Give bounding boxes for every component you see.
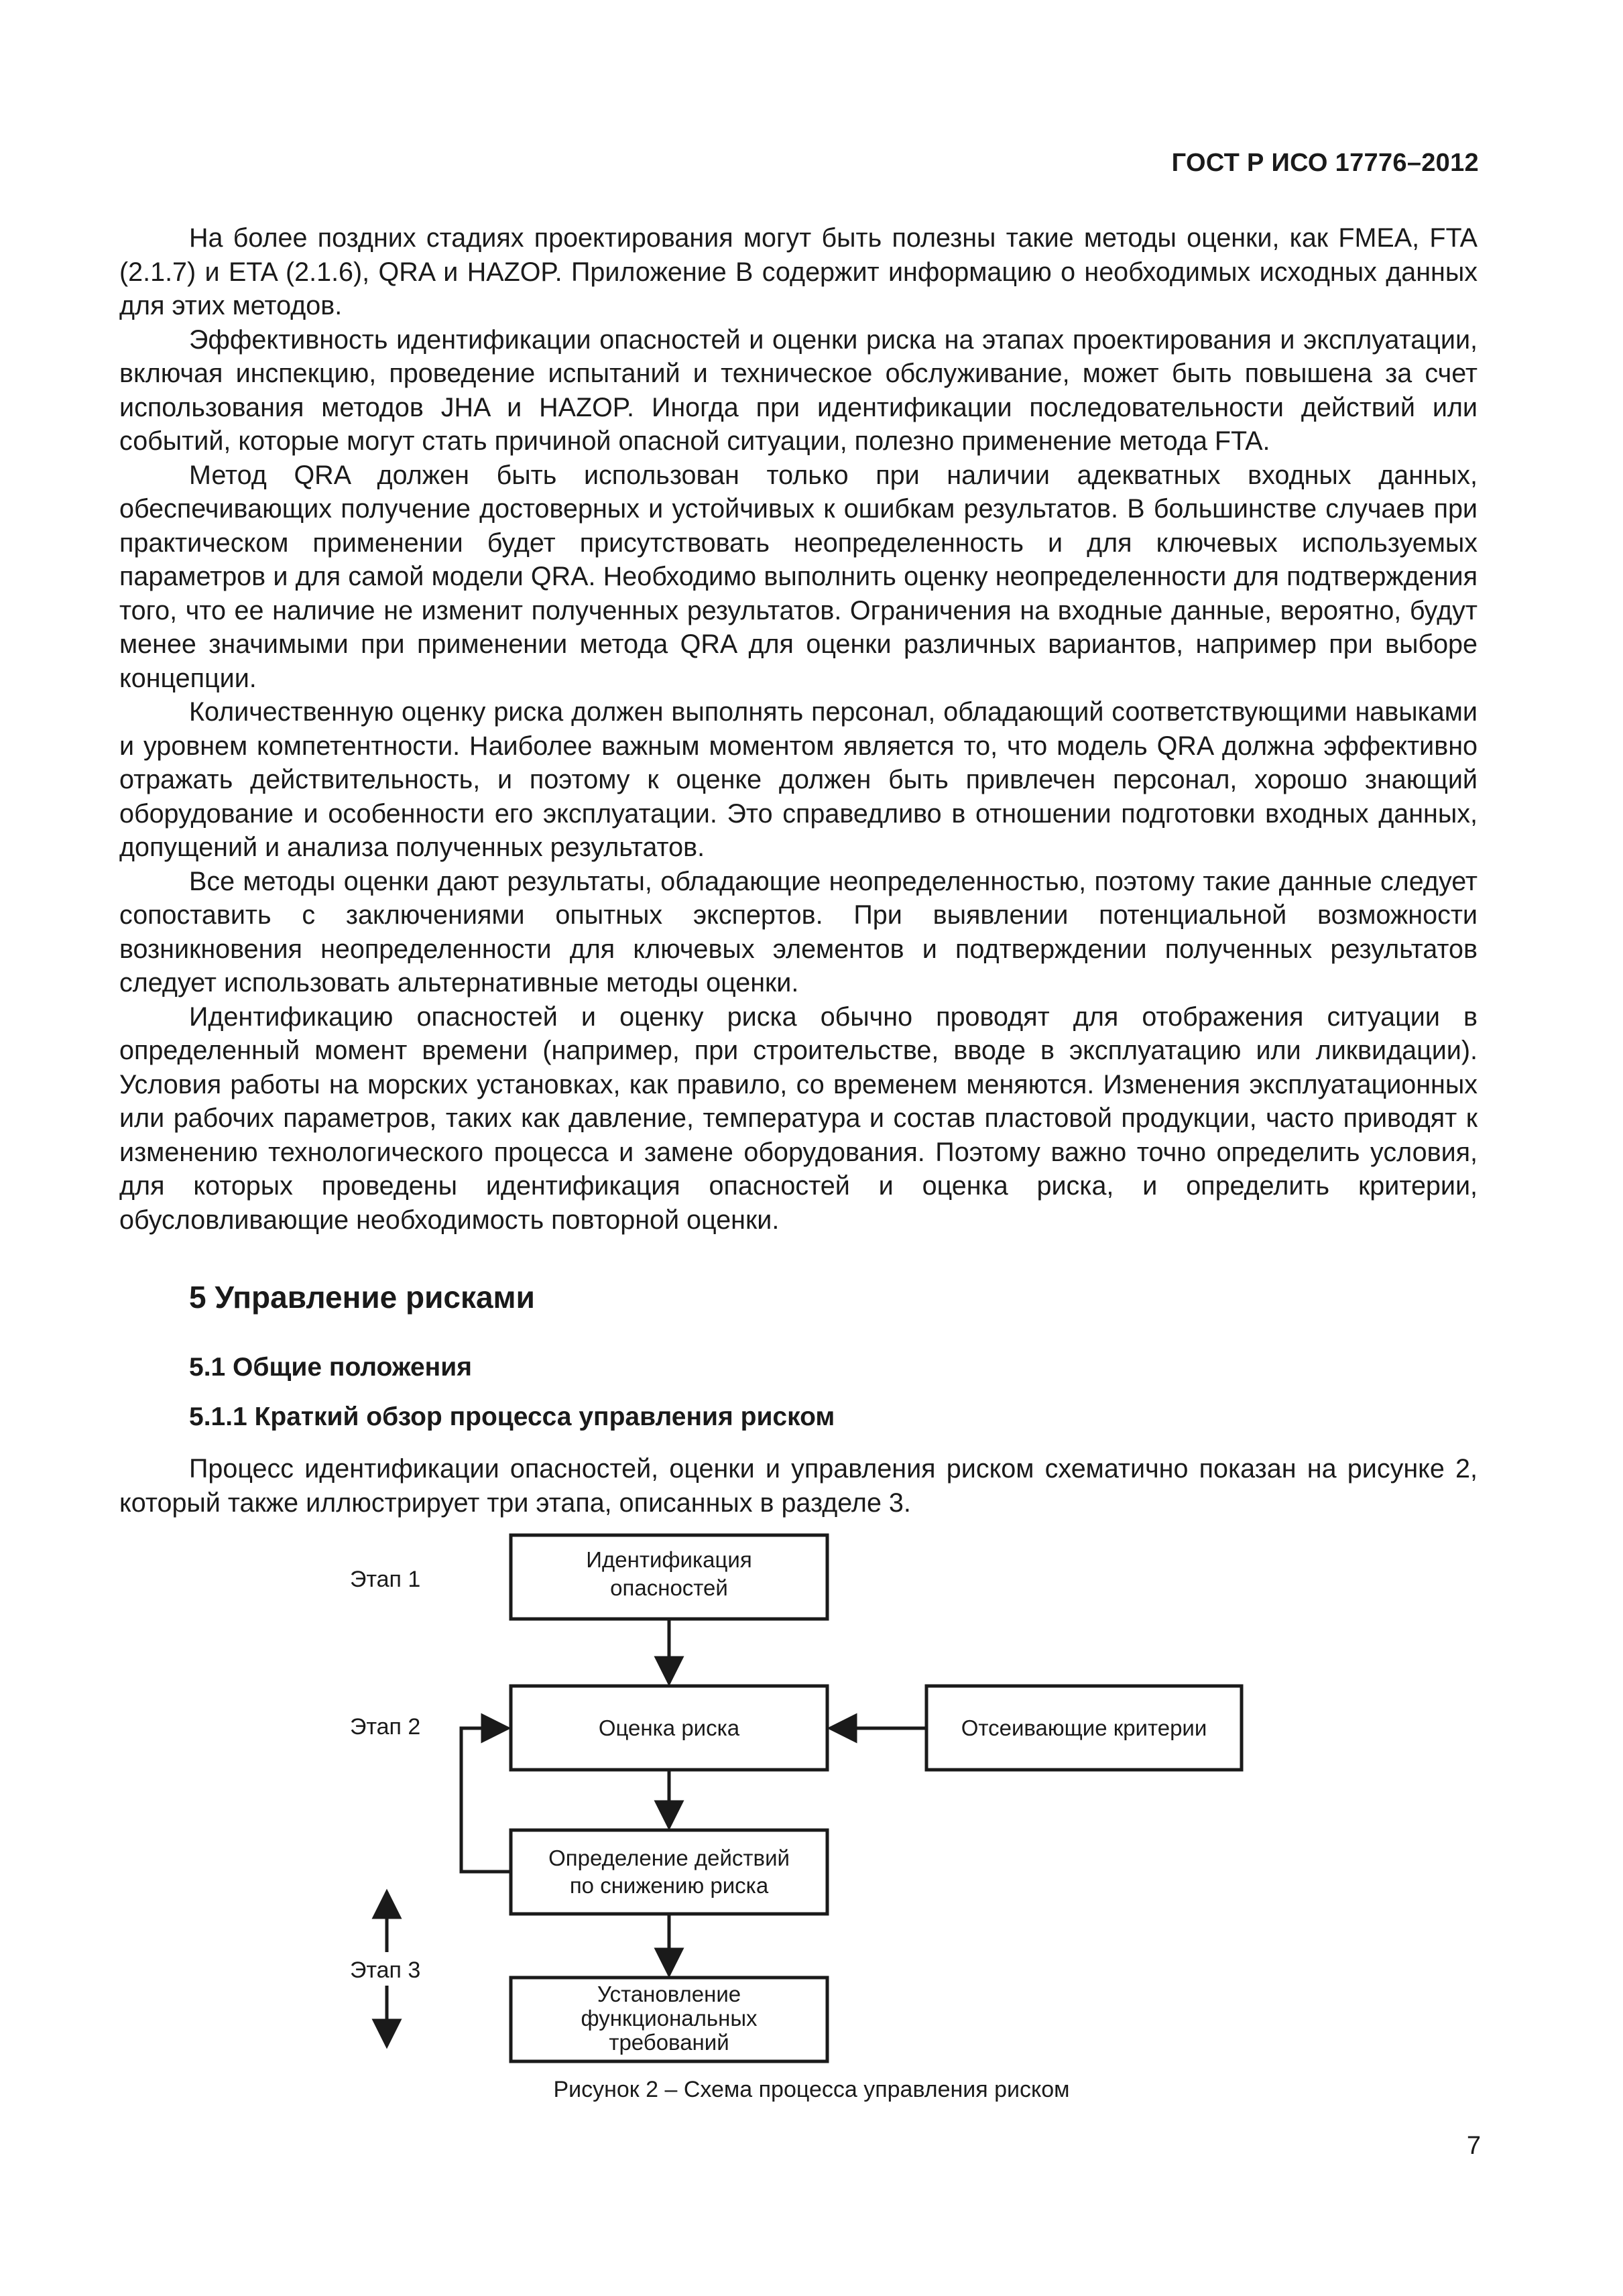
box-risk-reduction-line: Определение действий bbox=[548, 1846, 790, 1870]
paragraph: На более поздних стадиях проектирования могут быть полезны такие методы оценки, как FMEA, FTA (2.1.7) и ETA (2.1.6), QRA и HAZOP. Приложение В содержит информацию о необходимых исходных данных для этих методов. bbox=[119, 223, 1478, 320]
figure-caption: Рисунок 2 – Схема процесса управления риском bbox=[553, 2077, 1070, 2102]
paragraph: Все методы оценки дают результаты, обладающие неопределенностью, поэтому такие данные следует сопоставить с заключениями опытных экспертов. При выявлении потенциальной возможности возникновения неопределенности для ключевых элементов и подтверждении полученных результатов следует использовать альтернативные методы оценки. bbox=[119, 866, 1478, 998]
arrow-feedback-loop bbox=[461, 1728, 511, 1872]
subsubsection-heading: 5.1.1 Краткий обзор процесса управления риском bbox=[189, 1402, 835, 1431]
stage-2-label: Этап 2 bbox=[350, 1714, 421, 1740]
box-functional-requirements-line: требований bbox=[609, 2030, 729, 2055]
document-code-header: ГОСТ Р ИСО 17776–2012 bbox=[1171, 149, 1479, 177]
paragraph: Метод QRA должен быть использован только при наличии адекватных входных данных, обеспечивающих получение достоверных и устойчивых к ошибкам результатов. В большинстве случаев при практическом применении будет присутствовать неопределенность и для ключевых используемых параметров и для самой модели QRA. Необходимо выполнить оценку неопределенности для подтверждения того, что ее наличие не изменит полученных результатов. Ограничения на входные данные, вероятно, будут менее значимыми при применении метода QRA для оценки различных вариантов, например при выборе концепции. bbox=[119, 460, 1478, 693]
box-risk-reduction-line: по снижению риска bbox=[569, 1873, 769, 1898]
paragraph: Процесс идентификации опасностей, оценки и управления риском схематично показан на рисунке 2, который также иллюстрирует три этапа, описанных в разделе 3. bbox=[119, 1454, 1478, 1518]
paragraph: Идентификацию опасностей и оценку риска обычно проводят для отображения ситуации в определенный момент времени (например, при строительстве, вводе в эксплуатацию или ликвидации). Условия работы на морских установках, как правило, со временем меняются. Изменения эксплуатационных или рабочих параметров, таких как давление, температура и состав пластовой продукции, часто приводят к изменению технологического процесса и замене оборудования. Поэтому важно точно определить условия, для которых проведены идентификация опасностей и оценка риска, и определить критерии, обусловливающие необходимость повторной оценки. bbox=[119, 1002, 1478, 1235]
box-screening-criteria-label: Отсеивающие критерии bbox=[961, 1715, 1207, 1740]
box-hazard-identification-line: опасностей bbox=[610, 1575, 728, 1600]
subsection-heading: 5.1 Общие положения bbox=[189, 1353, 472, 1382]
box-risk-assessment-label: Оценка риска bbox=[598, 1715, 740, 1740]
stage-3-label: Этап 3 bbox=[350, 1957, 421, 1983]
stage-1-label: Этап 1 bbox=[350, 1567, 421, 1592]
box-risk-reduction bbox=[511, 1830, 827, 1914]
box-functional-requirements-line: функциональных bbox=[581, 2006, 758, 2031]
paragraph: Количественную оценку риска должен выполнять персонал, обладающий соответствующими навыками и уровнем компетентности. Наиболее важным моментом является то, что модель QRA должна эффективно отражать действительность, и поэтому к оценке должен быть привлечен персонал, хорошо знающий оборудование и особенности его эксплуатации. Это справедливо в отношении подготовки входных данных, допущений и анализа полученных результатов. bbox=[119, 697, 1478, 862]
paragraph: Эффективность идентификации опасностей и оценки риска на этапах проектирования и эксплуатации, включая инспекцию, проведение испытаний и техническое обслуживание, может быть повышена за счет использования методов JHA и HAZOP. Иногда при идентификации последовательности действий или событий, которые могут стать причиной опасной ситуации, полезно применение метода FTA. bbox=[119, 324, 1478, 456]
page-number: 7 bbox=[1466, 2132, 1481, 2160]
box-functional-requirements-line: Установление bbox=[597, 1982, 741, 2006]
section-heading: 5 Управление рисками bbox=[189, 1280, 535, 1315]
box-hazard-identification-line: Идентификация bbox=[586, 1547, 752, 1572]
